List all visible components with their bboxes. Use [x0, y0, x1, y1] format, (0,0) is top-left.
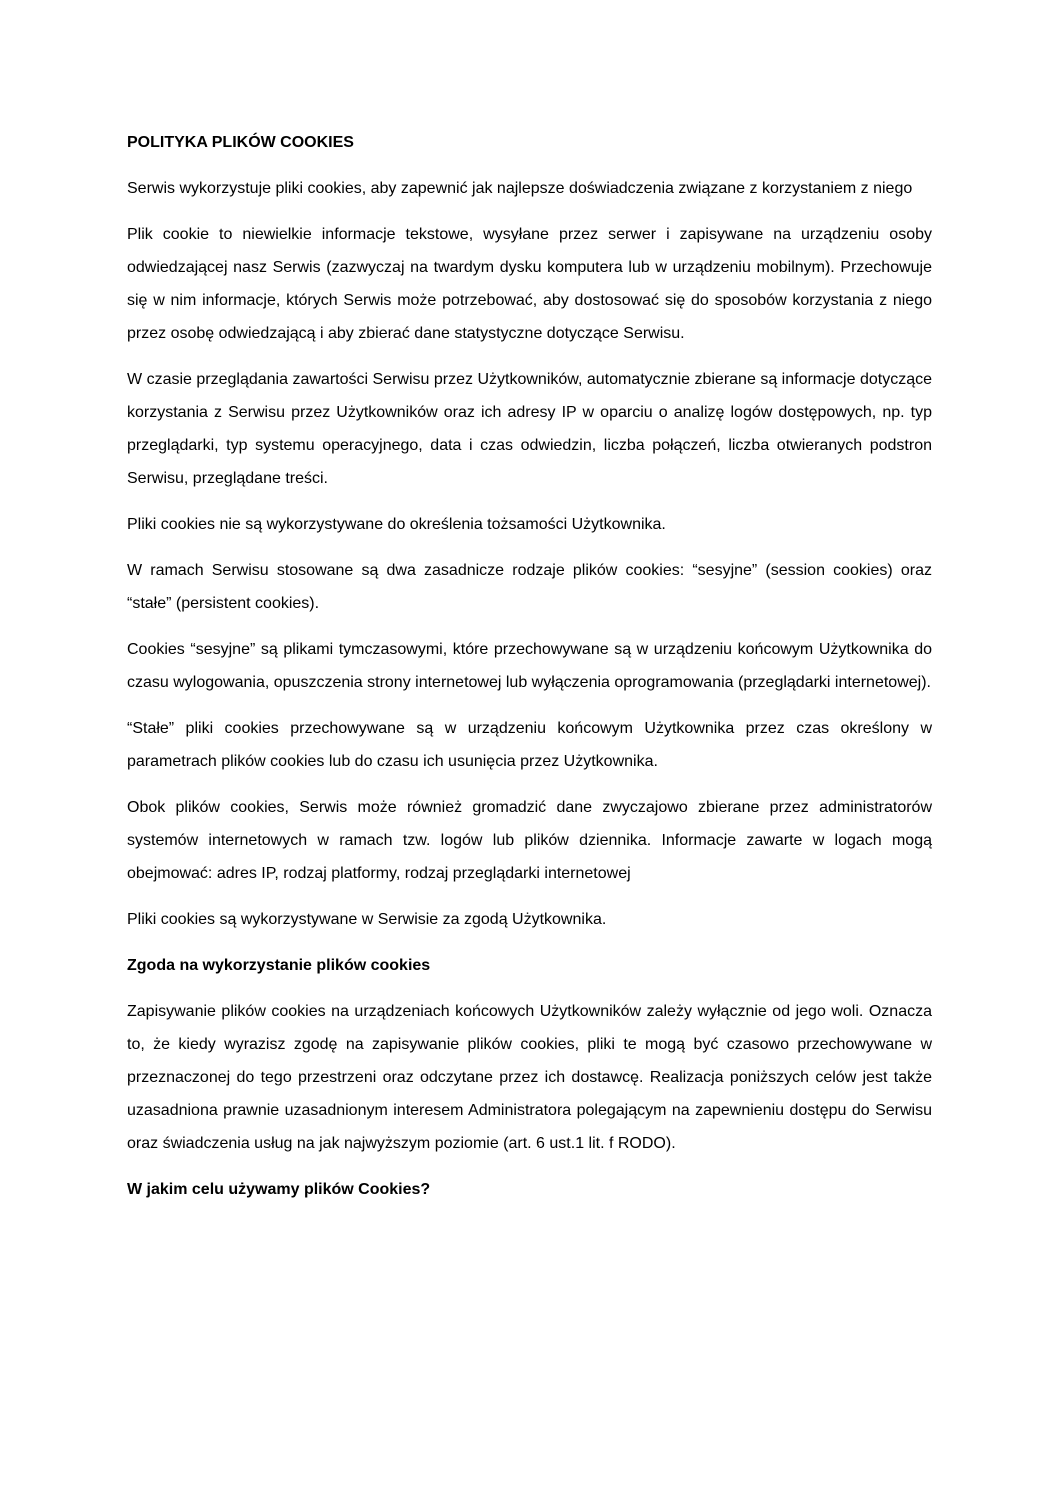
paragraph: W ramach Serwisu stosowane są dwa zasadnicze rodzaje plików cookies: “sesyjne” (session cookies) oraz “stałe” (persistent cookies).	[127, 562, 932, 612]
document-title: POLITYKA PLIKÓW COOKIES	[127, 134, 354, 151]
paragraph: Pliki cookies są wykorzystywane w Serwisie za zgodą Użytkownika.	[127, 911, 607, 928]
section-heading-consent: Zgoda na wykorzystanie plików cookies	[127, 957, 431, 974]
paragraph: Serwis wykorzystuje pliki cookies, aby zapewnić jak najlepsze doświadczenia związane z korzystaniem z niego	[127, 180, 913, 197]
paragraph: Obok plików cookies, Serwis może również gromadzić dane zwyczajowo zbierane przez administratorów systemów internetowych w ramach tzw. logów lub plików dziennika. Informacje zawarte w logach mogą obejmować: adres IP, rodzaj platformy, rodzaj przeglądarki internetowej	[127, 799, 932, 882]
document-content	[127, 126, 932, 1206]
paragraph: Pliki cookies nie są wykorzystywane do określenia tożsamości Użytkownika.	[127, 516, 666, 533]
paragraph: Zapisywanie plików cookies na urządzeniach końcowych Użytkowników zależy wyłącznie od jego woli. Oznacza to, że kiedy wyrazisz zgodę na zapisywanie plików cookies, pliki te mogą być czasowo przechowywane w przeznaczonej do tego przestrzeni oraz odczytane przez ich dostawcę. Realizacja poniższych celów jest także uzasadniona prawnie uzasadnionym interesem Administratora polegającym na zapewnieniu dostępu do Serwisu oraz świadczenia usług na jak najwyższym poziomie (art. 6 ust.1 lit. f RODO).	[127, 1003, 932, 1152]
paragraph: Cookies “sesyjne” są plikami tymczasowymi, które przechowywane są w urządzeniu końcowym Użytkownika do czasu wylogowania, opuszczenia strony internetowej lub wyłączenia oprogramowania (przeglądarki internetowej).	[127, 641, 932, 691]
paragraph: W czasie przeglądania zawartości Serwisu przez Użytkowników, automatycznie zbierane są informacje dotyczące korzystania z Serwisu przez Użytkowników oraz ich adresy IP w oparciu o analizę logów dostępowych, np. typ przeglądarki, typ systemu operacyjnego, data i czas odwiedzin, liczba połączeń, liczba otwieranych podstron Serwisu, przeglądane treści.	[127, 371, 932, 487]
section-heading-purpose: W jakim celu używamy plików Cookies?	[127, 1181, 431, 1198]
paragraph: Plik cookie to niewielkie informacje tekstowe, wysyłane przez serwer i zapisywane na urządzeniu osoby odwiedzającej nasz Serwis (zazwyczaj na twardym dysku komputera lub w urządzeniu mobilnym). Przechowuje się w nim informacje, których Serwis może potrzebować, aby dostosować się do sposobów korzystania z niego przez osobę odwiedzającą i aby zbierać dane statystyczne dotyczące Serwisu.	[127, 226, 932, 342]
paragraph: “Stałe” pliki cookies przechowywane są w urządzeniu końcowym Użytkownika przez czas określony w parametrach plików cookies lub do czasu ich usunięcia przez Użytkownika.	[127, 720, 932, 770]
